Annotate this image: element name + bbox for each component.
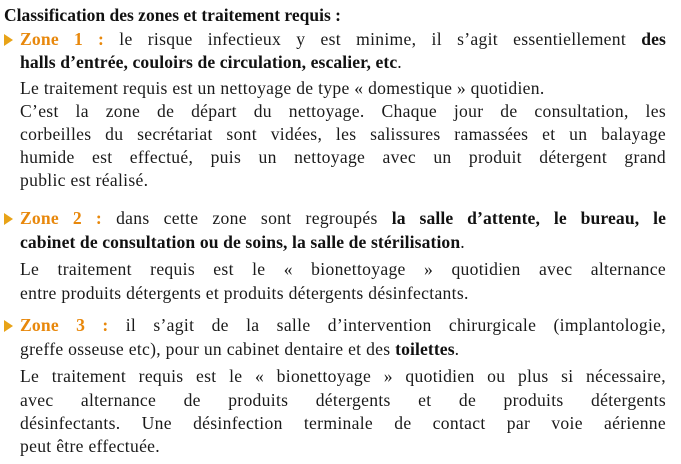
zone3-text-line3: désinfectants. Une désinfection terminale de contact par voie aérienne [20,413,666,433]
zone2-intro: dans cette zone sont regroupés [101,208,392,228]
zone2-bold-areas: cabinet de consultation ou de soins, la salle de stérilisation [20,232,461,252]
zone1-heading-line [4,28,666,50]
triangle-right-icon [4,320,13,332]
zone3-text-line4: peut être effectuée. [20,436,160,456]
zone1-tail: . [397,52,402,72]
zone2-text-line2: entre produits détergents et produits détergents désinfectants. [20,283,469,303]
zone1-heading-line2 [20,51,402,73]
zone3-heading-line2 [20,338,459,360]
zone2-label: Zone 2 : [20,208,102,228]
zone1-text-line1: Le traitement requis est un nettoyage de type « domestique » quotidien. [20,78,545,98]
triangle-right-icon [4,213,13,225]
zone1-intro: le risque infectieux y est minime, il s’agit essentiellement [104,29,642,49]
zone1-text-line5: public est réalisé. [20,170,149,190]
zone3-text-line2: avec alternance de produits détergents et de produits détergents [20,390,666,410]
zone3-label: Zone 3 : [20,315,109,335]
zone1-text-line3: corbeilles du secrétariat sont vidées, les salissures ramassées et un balayage [20,124,666,144]
zone1-text-line2: C’est la zone de départ du nettoyage. Chaque jour de consultation, les [20,101,666,121]
zone1-bold-start: des [641,29,666,49]
zone3-line2: greffe osseuse etc), pour un cabinet dentaire et des [20,339,396,359]
triangle-right-icon [4,34,13,46]
zone1-text-line4: humide est effectué, puis un nettoyage avec un produit détergent grand [20,147,666,167]
zone3-tail: . [454,339,460,359]
zone2-tail: . [460,232,465,252]
zone2-heading-line [4,207,666,229]
zone3-text-line1: Le traitement requis est le « bionettoyage » quotidien ou plus si nécessaire, [20,366,666,386]
document-title: Classification des zones et traitement requis : [4,5,341,25]
zone2-heading-line2 [20,231,465,253]
zone3-heading-line [4,314,666,336]
zone1-label: Zone 1 : [20,29,105,49]
zone2-bold-start: la salle d’attente, le bureau, le [391,208,666,228]
zone3-bold-toilets: toilettes [395,339,455,359]
zone1-bold-areas: halls d’entrée, couloirs de circulation, escalier, etc [20,52,398,72]
zone3-intro: il s’agit de la salle d’intervention chirurgicale (implantologie, [108,315,666,335]
zone2-text-line1: Le traitement requis est le « bionettoyage » quotidien avec alternance [20,259,666,279]
